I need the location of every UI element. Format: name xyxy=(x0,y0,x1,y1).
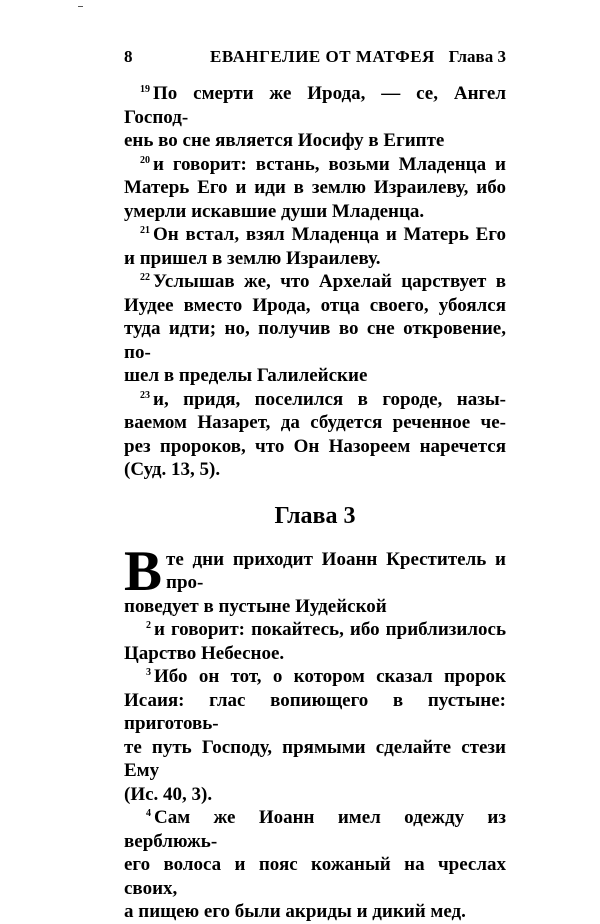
verse-line: и говорит: покайтесь, ибо приблизилось xyxy=(154,619,506,640)
verse-line: рез пророков, что Он Назореем наречется xyxy=(124,435,506,457)
verse-line: шел в пределы Галилейские xyxy=(124,365,368,386)
verse-line: те дни приходит Иоанн Креститель и про- xyxy=(166,548,506,593)
verse-line: Исаия: глас вопиющего в пустыне: приготовь- xyxy=(124,689,506,734)
header-chapter: Глава 3 xyxy=(448,47,506,66)
running-title: ЕВАНГЕЛИЕ ОТ МАТФЕЯ xyxy=(210,47,435,66)
verse-line: и, придя, поселился в городе, назы- xyxy=(153,388,506,410)
verse-21 xyxy=(124,223,506,270)
verse-line: ень во сне является Иосифу в Египте xyxy=(124,130,445,151)
verse-line: поведует в пустыне Иудейской xyxy=(124,595,387,617)
verse-line: туда идти; но, получив во сне откровение, по- xyxy=(124,318,506,363)
verse-number: 20 xyxy=(140,154,150,166)
verse-3 xyxy=(124,665,506,806)
verse-line: Сам же Иоанн имел одежду из верблюжь- xyxy=(124,807,506,852)
scan-artifact xyxy=(78,6,83,7)
verse-line: умерли искавшие души Младенца. xyxy=(124,200,425,222)
verse-number: 3 xyxy=(146,667,151,678)
drop-cap: В xyxy=(124,539,163,603)
verse-23 xyxy=(124,388,506,482)
verse-number: 21 xyxy=(140,225,150,236)
verse-line: Иудее вместо Ирода, отца своего, убоялся xyxy=(124,294,506,316)
verse-number: 19 xyxy=(140,84,150,95)
page-header xyxy=(124,47,506,69)
verse-line: По смерти же Ирода, — се, Ангел Господ- xyxy=(124,83,506,128)
verse-line: а пищею его были акриды и дикий мед. xyxy=(124,901,466,922)
verse-line: Ибо он тот, о котором сказал пророк xyxy=(154,666,506,687)
verse-line: Матерь Его и иди в землю Израилеву, ибо xyxy=(124,177,506,198)
verse-line: Услышав же, что Архелай царствует в xyxy=(153,271,506,292)
verse-line: его волоса и пояс кожаный на чреслах своих, xyxy=(124,854,506,899)
verse-number: 22 xyxy=(140,272,150,283)
verse-1 xyxy=(124,539,506,619)
verse-number: 2 xyxy=(146,620,151,631)
verse-4 xyxy=(124,806,506,924)
page-body xyxy=(124,82,506,924)
chapter-heading: Глава 3 xyxy=(274,502,356,529)
page-number: 8 xyxy=(124,47,133,66)
verse-number: 23 xyxy=(140,389,150,401)
verse-line: Царство Небесное. xyxy=(124,642,285,664)
verse-22 xyxy=(124,270,506,388)
verse-2 xyxy=(124,618,506,665)
verse-line: те путь Господу, прямыми сделайте стези Ему xyxy=(124,736,506,781)
verse-line: и пришел в землю Израилеву. xyxy=(124,247,381,269)
verse-line: (Суд. 13, 5). xyxy=(124,459,221,480)
verse-line: Он встал, взял Младенца и Матерь Его xyxy=(153,224,506,245)
verse-19 xyxy=(124,82,506,153)
verse-20 xyxy=(124,153,506,224)
verse-number: 4 xyxy=(146,808,151,819)
verse-line: (Ис. 40, 3). xyxy=(124,783,213,805)
verse-line: и говорит: встань, возьми Младенца и xyxy=(153,153,506,175)
verse-line: ваемом Назарет, да сбудется реченное че- xyxy=(124,412,506,433)
